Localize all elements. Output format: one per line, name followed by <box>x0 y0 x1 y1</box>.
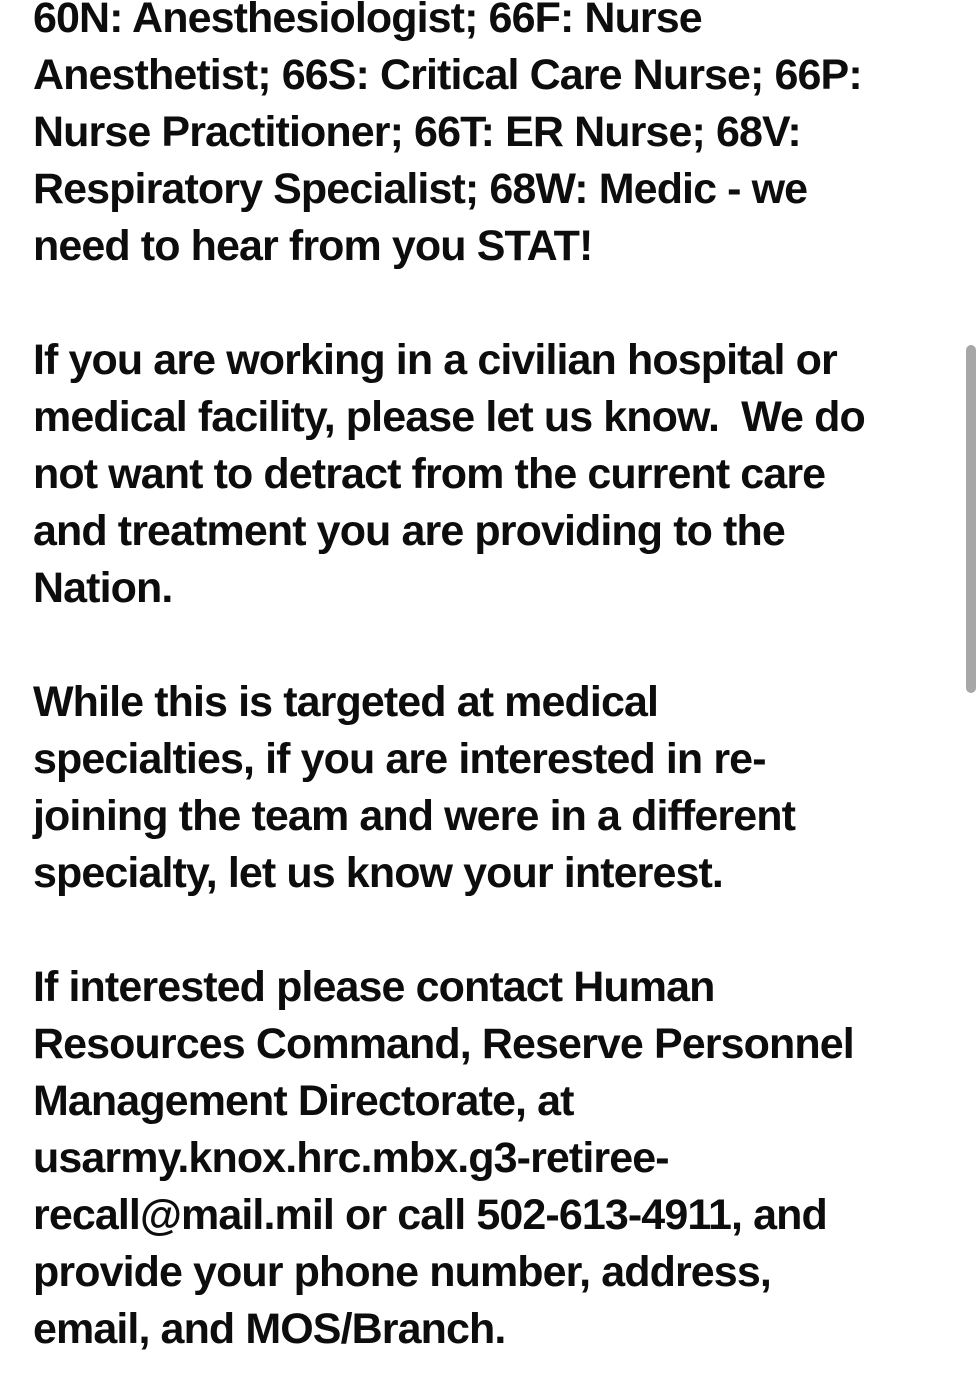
paragraph-contact-info <box>33 959 952 1358</box>
text-line: not want to detract from the current care <box>33 450 826 498</box>
text-line: joining the team and were in a different <box>33 792 795 840</box>
text-line: provide your phone number, address, <box>33 1248 771 1296</box>
text-line: While this is targeted at medical <box>33 678 659 726</box>
text-line: specialties, if you are interested in re- <box>33 735 766 783</box>
paragraph-mos-list <box>33 0 952 275</box>
text-line: specialty, let us know your interest. <box>33 849 723 897</box>
paragraph-civilian-notice <box>33 332 952 617</box>
text-line: 60N: Anesthesiologist; 66F: Nurse <box>33 0 702 42</box>
text-line: need to hear from you STAT! <box>33 222 593 270</box>
text-line: and treatment you are providing to the <box>33 507 785 555</box>
text-line: recall@mail.mil or call 502-613-4911, and <box>33 1191 827 1239</box>
paragraph-other-specialties <box>33 674 952 902</box>
text-line: Management Directorate, at <box>33 1077 574 1125</box>
scrollbar-thumb[interactable] <box>966 345 976 693</box>
text-line: medical facility, please let us know. We do <box>33 393 865 441</box>
text-line: Respiratory Specialist; 68W: Medic - we <box>33 165 808 213</box>
text-line: If you are working in a civilian hospital or <box>33 336 837 384</box>
text-line: If interested please contact Human <box>33 963 715 1011</box>
text-line: Nation. <box>33 564 173 612</box>
text-line: email, and MOS/Branch. <box>33 1305 506 1353</box>
text-line: usarmy.knox.hrc.mbx.g3-retiree- <box>33 1134 669 1182</box>
text-line: Nurse Practitioner; 66T: ER Nurse; 68V: <box>33 108 801 156</box>
text-line: Anesthetist; 66S: Critical Care Nurse; 66P: <box>33 51 862 99</box>
text-line: Resources Command, Reserve Personnel <box>33 1020 854 1068</box>
